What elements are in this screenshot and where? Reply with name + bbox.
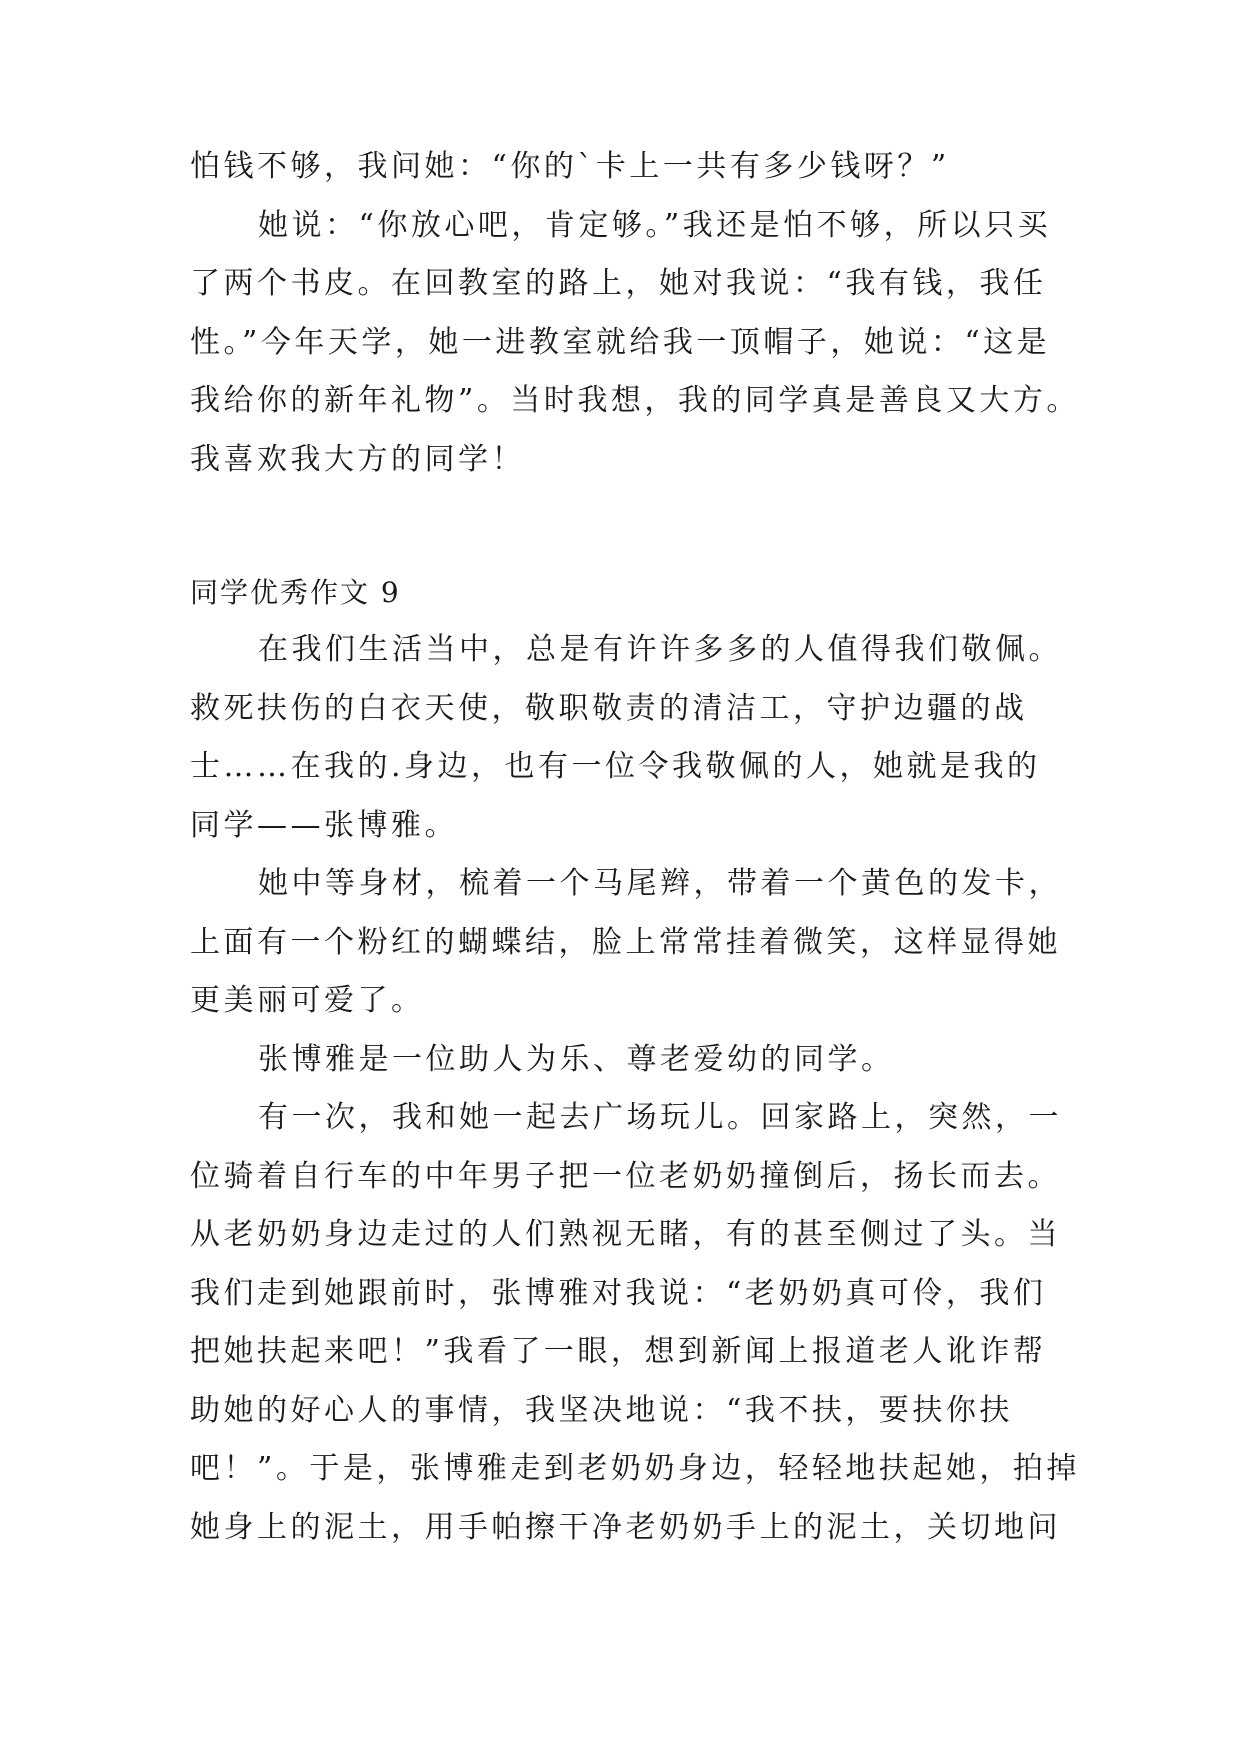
text-line: 更美丽可爱了。 bbox=[190, 983, 425, 1018]
text-line: 上面有一个粉红的蝴蝶结，脸上常常挂着微笑，这样显得她 bbox=[190, 924, 1061, 960]
text-line: 她身上的泥土，用手帕擦干净老奶奶手上的泥土，关切地问 bbox=[190, 1509, 1061, 1545]
text-line: 救死扶伤的白衣天使，敬职敬责的清洁工，守护边疆的战 bbox=[190, 690, 1028, 726]
text-line: 怕钱不够，我问她：“你的`卡上一共有多少钱呀？” bbox=[190, 149, 950, 184]
text-line: 有一次，我和她一起去广场玩儿。回家路上，突然，一 bbox=[258, 1100, 1062, 1135]
paragraph-continued bbox=[190, 138, 1080, 489]
text-line: 了两个书皮。在回教室的路上，她对我说：“我有钱，我任 bbox=[190, 266, 1047, 301]
text-line: 士……在我的.身边，也有一位令我敬佩的人，她就是我的 bbox=[190, 749, 1041, 784]
text-line: 张博雅是一位助人为乐、尊老爱幼的同学。 bbox=[258, 1041, 895, 1077]
text-line: 我们走到她跟前时，张博雅对我说：“老奶奶真可伶，我们 bbox=[190, 1275, 1047, 1311]
essay-body bbox=[190, 621, 1080, 1557]
text-line: 从老奶奶身边走过的人们熟视无睹，有的甚至侧过了头。当 bbox=[190, 1217, 1061, 1252]
text-line: 把她扶起来吧！”我看了一眼，想到新闻上报道老人讹诈帮 bbox=[190, 1334, 1047, 1369]
section-heading: 同学优秀作文 9 bbox=[190, 576, 401, 609]
text-line: 在我们生活当中，总是有许许多多的人值得我们敬佩。 bbox=[258, 632, 1062, 667]
text-line: 我喜欢我大方的同学！ bbox=[190, 441, 525, 477]
text-line: 她中等身材，梳着一个马尾辫，带着一个黄色的发卡， bbox=[258, 866, 1062, 901]
text-line: 性。”今年天学，她一进教室就给我一顶帽子，她说：“这是 bbox=[190, 324, 1051, 360]
essay-title bbox=[190, 564, 1070, 623]
text-line: 同学——张博雅。 bbox=[190, 807, 458, 843]
text-line: 位骑着自行车的中年男子把一位老奶奶撞倒后，扬长而去。 bbox=[190, 1158, 1061, 1194]
text-line: 她说：“你放心吧，肯定够。”我还是怕不够，所以只买 bbox=[258, 207, 1052, 243]
text-line: 我给你的新年礼物”。当时我想，我的同学真是善良又大方。 bbox=[190, 383, 1080, 418]
text-line: 吧！”。于是，张博雅走到老奶奶身边，轻轻地扶起她，拍掉 bbox=[190, 1451, 1080, 1486]
text-line: 助她的好心人的事情，我坚决地说：“我不扶，要扶你扶 bbox=[190, 1392, 1013, 1428]
